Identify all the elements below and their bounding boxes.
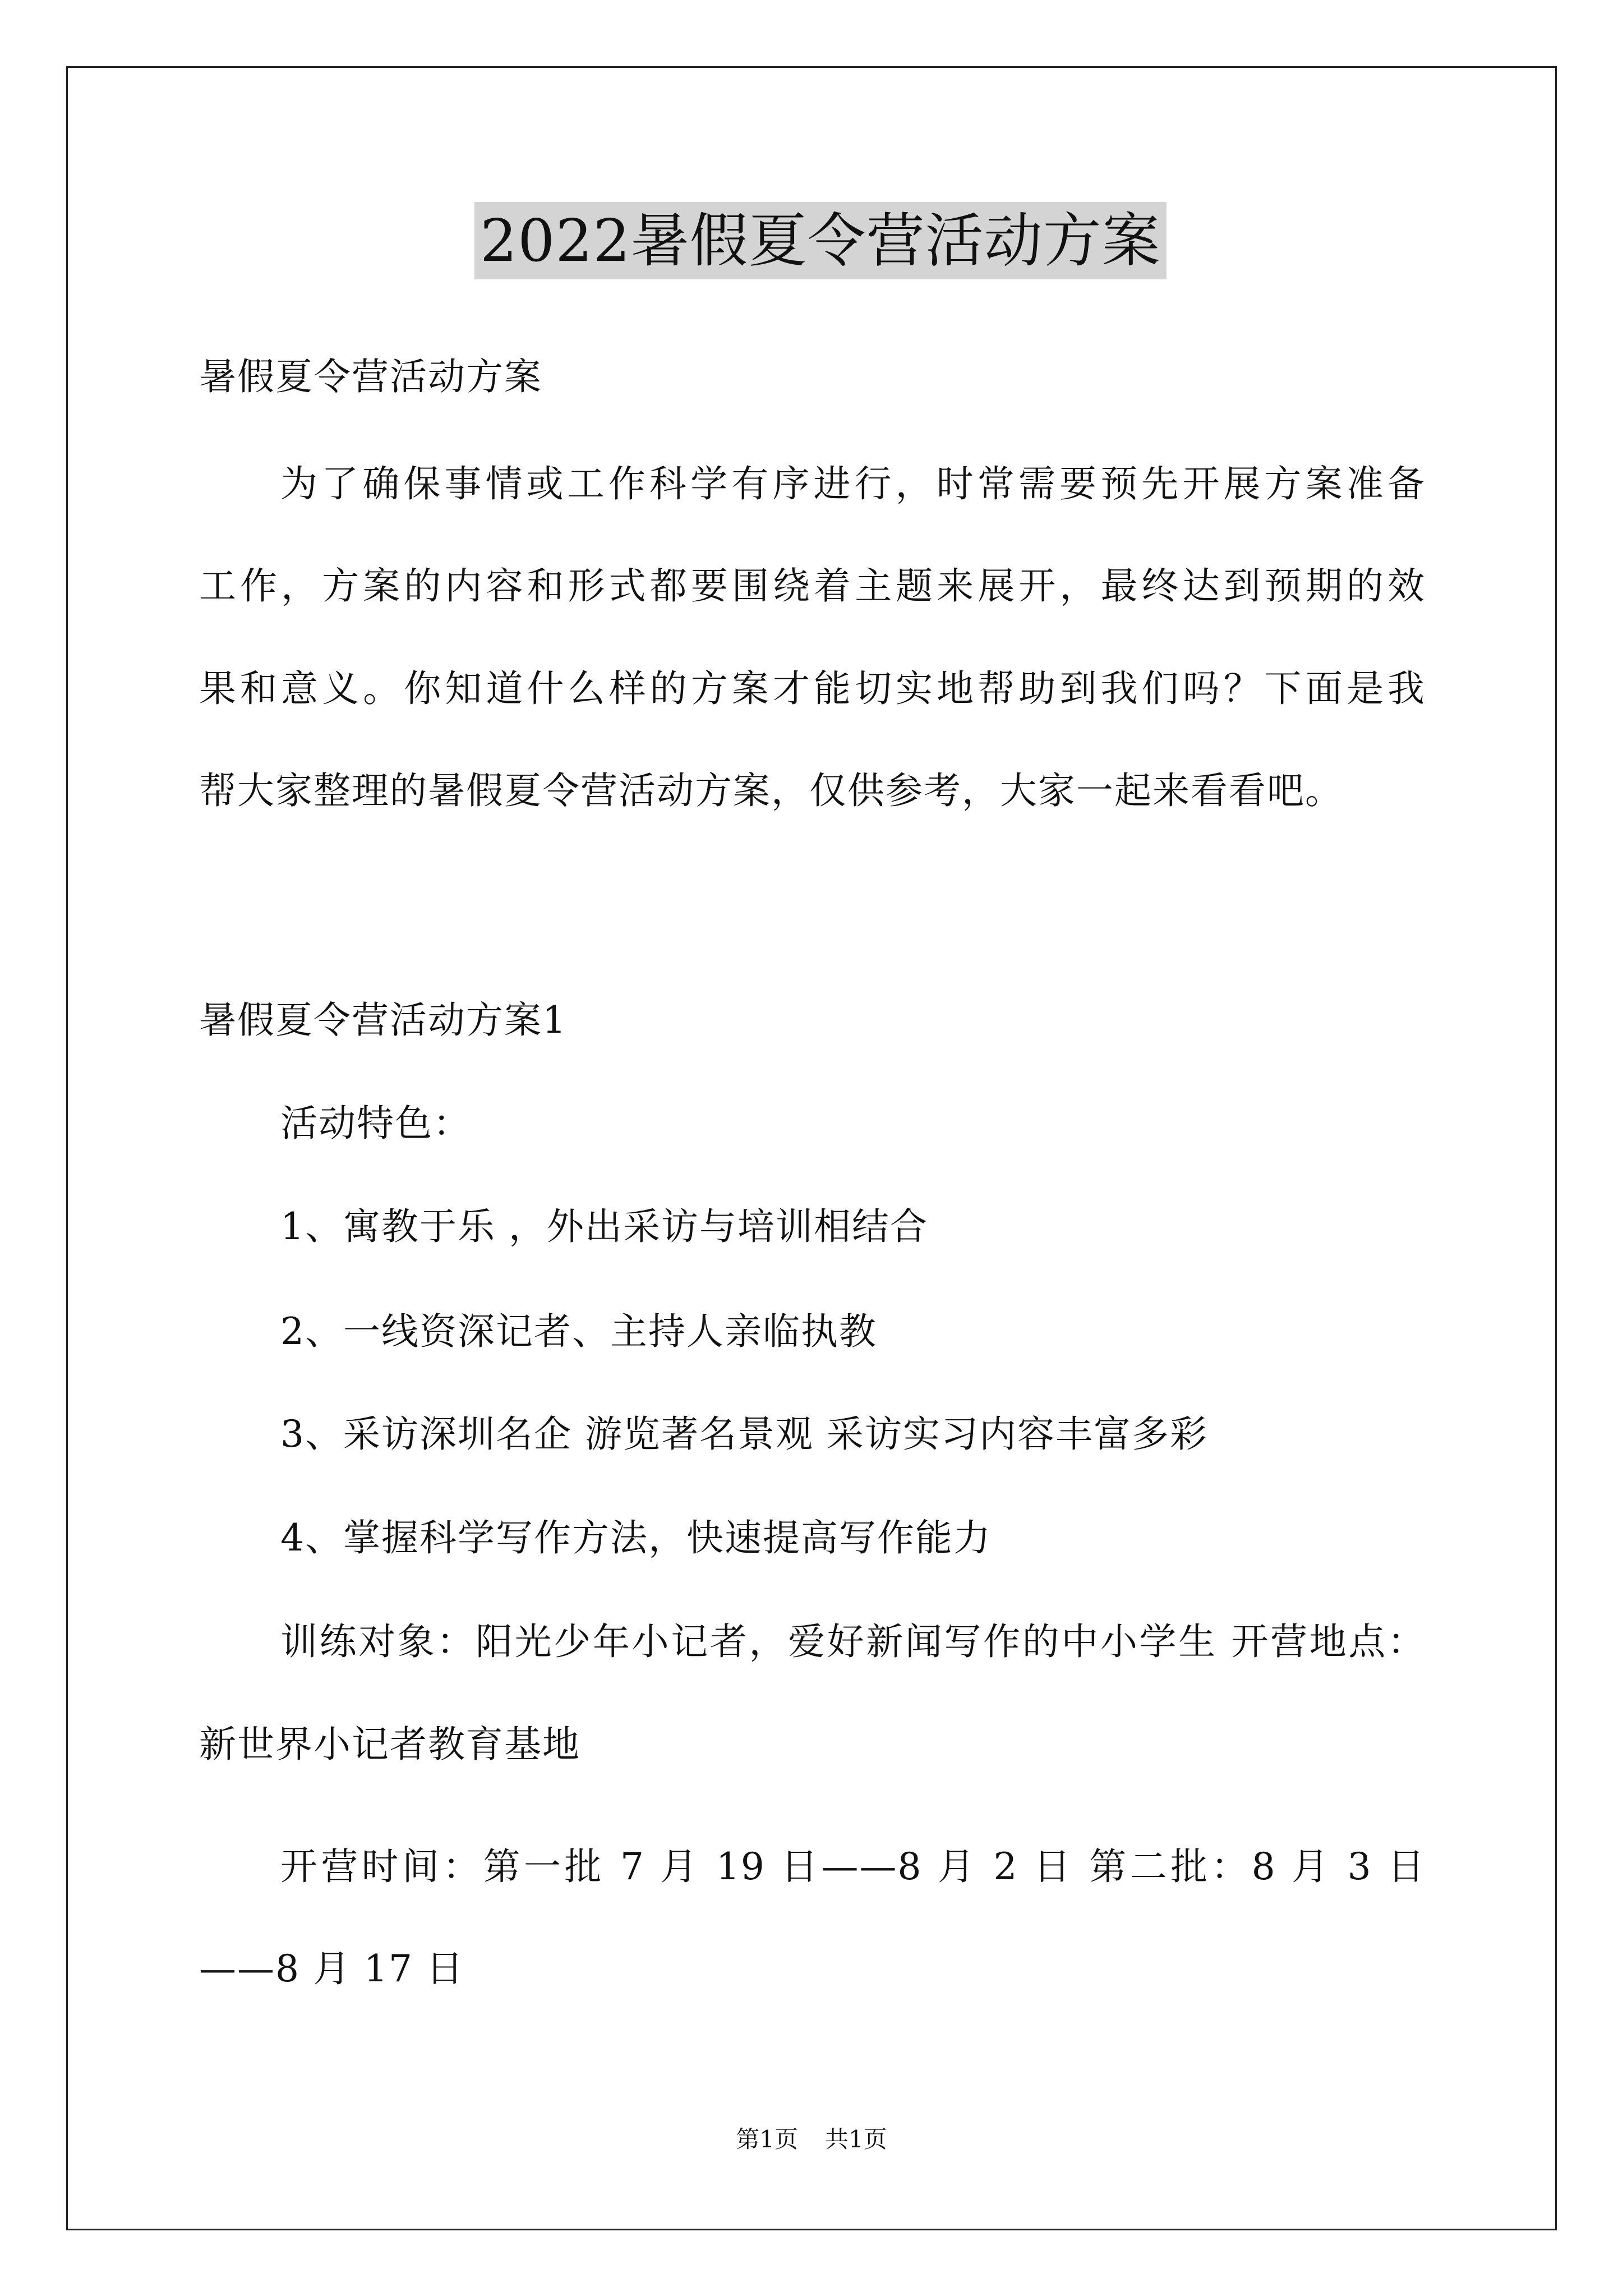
document-subtitle: 暑假夏令营活动方案 xyxy=(199,355,542,398)
target-line-2: 新世界小记者教育基地 xyxy=(199,1723,580,1766)
page-number-current: 第1页 xyxy=(736,2125,798,2153)
page-number-total: 共1页 xyxy=(825,2125,887,2153)
intro-line-1: 为了确保事情或工作科学有序进行，时常需要预先开展方案准备 xyxy=(280,462,1426,505)
intro-line-4: 帮大家整理的暑假夏令营活动方案，仅供参考，大家一起来看看吧。 xyxy=(199,769,1343,812)
document-title: 2022暑假夏令营活动方案 xyxy=(474,202,1166,279)
time-line-1: 开营时间：第一批 7 月 19 日——8 月 2 日 第二批：8 月 3 日 xyxy=(280,1845,1426,1888)
feature-item-2: 2、一线资深记者、主持人亲临执教 xyxy=(280,1310,877,1353)
target-line-1: 训练对象：阳光少年小记者，爱好新闻写作的中小学生 开营地点： xyxy=(280,1620,1426,1663)
feature-item-3: 3、采访深圳名企 游览著名景观 采访实习内容丰富多彩 xyxy=(280,1412,1208,1456)
feature-item-1: 1、寓教于乐 ，外出采访与培训相结合 xyxy=(280,1205,928,1248)
section-heading: 暑假夏令营活动方案1 xyxy=(199,999,567,1042)
feature-item-4: 4、掌握科学写作方法，快速提高写作能力 xyxy=(280,1516,992,1559)
page-footer xyxy=(0,2123,1623,2156)
features-label: 活动特色： xyxy=(280,1102,471,1145)
time-line-2: ——8 月 17 日 xyxy=(199,1947,464,1990)
intro-line-2: 工作，方案的内容和形式都要围绕着主题来展开，最终达到预期的效 xyxy=(199,564,1426,608)
intro-line-3: 果和意义。你知道什么样的方案才能切实地帮助到我们吗？下面是我 xyxy=(199,667,1426,710)
